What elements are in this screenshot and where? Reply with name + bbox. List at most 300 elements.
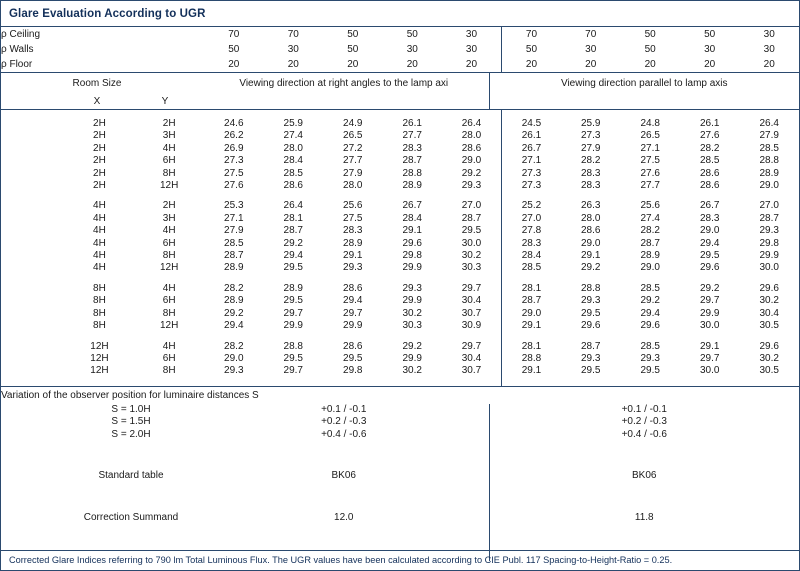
ugr-value: 29.6	[640, 320, 660, 332]
ugr-value: 26.5	[343, 130, 363, 142]
ugr-value: 29.4	[640, 307, 660, 319]
rho-floor-value: 20	[228, 59, 240, 70]
ugr-value: 26.4	[759, 118, 779, 129]
ugr-value: 28.7	[521, 295, 542, 307]
ugr-value: 29.9	[402, 295, 422, 307]
ugr-value: 28.6	[699, 180, 720, 192]
ugr-value: 28.6	[283, 180, 303, 192]
ugr-value: 25.9	[580, 118, 601, 129]
ugr-value: 29.9	[343, 320, 363, 332]
room-size-x: 2H	[93, 167, 106, 179]
ugr-value: 29.9	[402, 352, 422, 364]
column-header-x: X	[93, 96, 101, 107]
room-size-x: 2H	[93, 155, 106, 167]
rho-walls-value: 30	[406, 44, 418, 55]
ugr-value: 26.9	[224, 142, 244, 154]
room-size-y: 8H	[162, 307, 176, 319]
viewing-direction-header	[1, 73, 799, 110]
rho-walls-label: ρ Walls	[1, 44, 34, 55]
ugr-value: 29.0	[580, 237, 601, 249]
table-row	[1, 200, 799, 212]
room-size-x: 4H	[93, 250, 106, 262]
room-size-x: 2H	[93, 130, 106, 142]
ugr-value: 28.6	[343, 340, 363, 352]
room-size-x: 12H	[90, 340, 109, 352]
ugr-value: 29.5	[442, 225, 502, 237]
table-row	[1, 365, 799, 377]
ugr-value: 29.3	[442, 180, 502, 192]
ugr-value: 29.8	[343, 365, 363, 377]
ugr-value: 29.6	[759, 340, 779, 352]
ugr-value: 27.1	[521, 155, 542, 167]
ugr-value: 26.1	[521, 130, 542, 142]
spacing-label: S = 2.0H	[111, 428, 151, 440]
table-row	[1, 213, 799, 225]
rho-walls-value: 30	[585, 44, 597, 55]
room-size-y: 12H	[160, 262, 179, 274]
ugr-value: 28.3	[580, 180, 601, 192]
ugr-value: 29.6	[699, 262, 720, 274]
room-size-y: 2H	[162, 118, 176, 129]
room-size-x: 12H	[90, 365, 109, 377]
rho-floor-value: 20	[287, 59, 299, 70]
viewing-direction-right-angles-label: Viewing direction at right angles to the lamp axi	[199, 73, 489, 95]
ugr-value: 26.1	[402, 118, 422, 129]
room-size-x: 8H	[93, 307, 106, 319]
ugr-value: 29.5	[580, 365, 601, 377]
spacer-row	[1, 110, 799, 118]
ugr-value: 27.3	[521, 180, 542, 192]
table-row	[1, 73, 799, 95]
ugr-value: 29.3	[580, 295, 601, 307]
rho-floor-value: 20	[347, 59, 359, 70]
ugr-value: 28.8	[402, 167, 422, 179]
ugr-value: 28.5	[224, 237, 244, 249]
ugr-value: 30.7	[442, 308, 502, 320]
ugr-value: 28.9	[402, 180, 422, 192]
ugr-value: 28.7	[224, 250, 244, 262]
room-size-y: 6H	[162, 352, 176, 364]
ugr-value: 27.1	[640, 142, 660, 154]
ugr-value: 28.5	[521, 262, 542, 274]
rho-ceiling-value: 70	[287, 29, 299, 40]
ugr-value: 25.6	[343, 200, 363, 212]
ugr-value: 27.9	[343, 167, 363, 179]
room-size-y: 6H	[162, 237, 176, 249]
room-size-y: 8H	[162, 167, 176, 179]
ugr-value: 28.3	[521, 237, 542, 249]
ugr-value: 27.6	[699, 130, 720, 142]
spacer-row	[1, 489, 799, 505]
ugr-value: 28.6	[442, 143, 502, 155]
ugr-value: 30.5	[759, 320, 779, 332]
ugr-value: 29.7	[283, 307, 303, 319]
variation-right-value: +0.2 / -0.3	[621, 416, 667, 428]
ugr-value: 27.7	[402, 130, 422, 142]
ugr-value: 30.2	[402, 365, 422, 377]
standard-table-left-value: BK06	[199, 463, 489, 489]
ugr-value: 30.4	[442, 295, 502, 307]
ugr-value: 27.3	[580, 130, 601, 142]
table-row	[1, 320, 799, 332]
ugr-value: 29.4	[343, 295, 363, 307]
ugr-value: 29.2	[580, 262, 601, 274]
ugr-value: 29.4	[224, 320, 244, 332]
variation-left-value: +0.2 / -0.3	[199, 416, 489, 428]
ugr-value: 27.3	[521, 167, 542, 179]
ugr-value: 29.1	[580, 250, 601, 262]
ugr-value: 27.4	[640, 212, 660, 224]
ugr-value: 26.2	[224, 130, 244, 142]
ugr-value: 29.9	[283, 320, 303, 332]
ugr-value: 29.6	[759, 282, 779, 294]
ugr-value: 29.7	[699, 352, 720, 364]
table-row	[1, 404, 799, 416]
ugr-value: 28.0	[442, 130, 502, 142]
table-row	[1, 180, 799, 192]
room-size-x: 4H	[93, 237, 106, 249]
correction-summand-right-value: 11.8	[634, 511, 654, 523]
ugr-value: 28.5	[640, 340, 660, 352]
ugr-value: 29.6	[580, 320, 601, 332]
ugr-value: 29.8	[402, 250, 422, 262]
ugr-data-table	[1, 110, 799, 387]
room-size-x: 4H	[93, 262, 106, 274]
room-size-y: 3H	[162, 130, 176, 142]
variation-right-value: +0.4 / -0.6	[621, 428, 667, 440]
table-row	[1, 57, 799, 73]
ugr-value: 28.0	[283, 142, 303, 154]
table-row	[1, 505, 799, 531]
ugr-value: 29.8	[759, 237, 779, 249]
ugr-value: 29.5	[699, 250, 720, 262]
correction-summand-left-value: 12.0	[199, 505, 489, 531]
ugr-value: 27.9	[580, 142, 601, 154]
rho-ceiling-label: ρ Ceiling	[1, 29, 41, 40]
ugr-value: 27.0	[759, 200, 779, 212]
rho-floor-value: 20	[406, 59, 418, 70]
ugr-value: 30.3	[442, 262, 502, 274]
ugr-value: 27.3	[224, 155, 244, 167]
table-row	[1, 308, 799, 320]
spacer-row	[1, 192, 799, 200]
room-size-x: 8H	[93, 295, 106, 307]
ugr-value: 24.9	[343, 118, 363, 129]
rho-ceiling-value: 30	[442, 27, 501, 42]
ugr-value: 28.3	[402, 142, 422, 154]
spacing-label: S = 1.5H	[111, 416, 151, 428]
room-size-y: 4H	[162, 142, 176, 154]
rho-ceiling-value: 70	[585, 29, 597, 40]
variation-left-value: +0.4 / -0.6	[199, 429, 489, 441]
ugr-value: 30.4	[442, 353, 502, 365]
table-row	[1, 387, 799, 404]
variation-right-value: +0.1 / -0.1	[621, 403, 667, 415]
ugr-value: 28.7	[402, 155, 422, 167]
ugr-value: 27.5	[224, 167, 244, 179]
page-title: Glare Evaluation According to UGR	[1, 1, 799, 27]
ugr-value: 28.9	[224, 295, 244, 307]
spacer-row	[1, 333, 799, 341]
rho-walls-value: 30	[763, 44, 775, 55]
ugr-value: 29.7	[699, 295, 720, 307]
room-size-y: 4H	[162, 282, 176, 294]
ugr-value: 25.9	[283, 118, 303, 129]
ugr-value: 29.3	[224, 365, 244, 377]
ugr-value: 29.1	[521, 365, 542, 377]
ugr-value: 28.4	[521, 250, 542, 262]
ugr-value: 27.9	[759, 130, 779, 142]
ugr-value: 30.7	[442, 365, 502, 377]
ugr-value: 27.5	[640, 155, 660, 167]
room-size-label: Room Size	[72, 78, 122, 89]
room-size-y: 12H	[160, 180, 179, 192]
ugr-value: 29.5	[580, 307, 601, 319]
ugr-value: 30.2	[759, 295, 779, 307]
reflectance-header-table	[1, 27, 799, 73]
variation-left-value: +0.1 / -0.1	[199, 404, 489, 416]
footer-note: Corrected Glare Indices referring to 790 lm Total Luminous Flux. The UGR values have been calculated according to CIE Publ. 117 Spacing-to-Height-Ratio = 0.25.	[1, 550, 799, 570]
table-row	[1, 341, 799, 353]
ugr-value: 28.5	[699, 155, 720, 167]
room-size-x: 2H	[93, 118, 106, 129]
ugr-value: 27.9	[224, 225, 244, 237]
ugr-value: 28.3	[699, 212, 720, 224]
ugr-value: 28.1	[283, 212, 303, 224]
ugr-value: 26.7	[699, 200, 720, 212]
ugr-value: 29.0	[640, 262, 660, 274]
ugr-value: 28.2	[640, 225, 660, 237]
ugr-value: 28.2	[224, 282, 244, 294]
room-size-y: 8H	[162, 250, 176, 262]
ugr-value: 28.9	[283, 282, 303, 294]
rho-ceiling-value: 70	[525, 29, 538, 40]
ugr-value: 27.1	[224, 212, 244, 224]
ugr-value: 30.0	[699, 365, 720, 377]
ugr-value: 28.9	[640, 250, 660, 262]
room-size-y: 4H	[162, 225, 176, 237]
rho-ceiling-value: 70	[228, 29, 240, 40]
ugr-value: 29.3	[402, 282, 422, 294]
ugr-value: 30.5	[759, 365, 779, 377]
rho-floor-value: 20	[525, 59, 538, 70]
rho-floor-value: 20	[763, 59, 775, 70]
standard-table-label: Standard table	[98, 469, 164, 481]
rho-walls-value: 50	[228, 44, 240, 55]
ugr-value: 28.4	[283, 155, 303, 167]
table-row	[1, 353, 799, 365]
room-size-y: 4H	[162, 340, 176, 352]
ugr-value: 30.4	[759, 307, 779, 319]
ugr-value: 29.5	[283, 262, 303, 274]
spacing-label: S = 1.0H	[111, 403, 151, 415]
ugr-value: 28.3	[343, 225, 363, 237]
ugr-value: 28.7	[640, 237, 660, 249]
ugr-value: 28.0	[343, 180, 363, 192]
ugr-value: 30.2	[402, 307, 422, 319]
ugr-value: 27.7	[640, 180, 660, 192]
ugr-value: 29.7	[442, 283, 502, 295]
table-row	[1, 463, 799, 489]
ugr-value: 29.2	[442, 168, 502, 180]
ugr-value: 28.3	[580, 167, 601, 179]
ugr-value: 26.4	[283, 200, 303, 212]
ugr-value: 29.2	[699, 282, 720, 294]
rho-walls-value: 30	[287, 44, 299, 55]
ugr-value: 28.7	[283, 225, 303, 237]
table-row	[1, 262, 799, 274]
spacer-row	[1, 275, 799, 283]
ugr-value: 29.0	[699, 225, 720, 237]
ugr-value: 26.1	[699, 118, 720, 129]
ugr-value: 28.5	[640, 282, 660, 294]
room-size-x: 8H	[93, 282, 106, 294]
ugr-value: 26.4	[442, 118, 502, 130]
ugr-value: 30.2	[759, 352, 779, 364]
ugr-value: 29.7	[442, 341, 502, 353]
ugr-value: 27.2	[343, 142, 363, 154]
ugr-value: 28.0	[580, 212, 601, 224]
ugr-value: 27.7	[343, 155, 363, 167]
ugr-value: 29.9	[402, 262, 422, 274]
ugr-value: 29.9	[759, 250, 779, 262]
table-row	[1, 168, 799, 180]
spacer-row	[1, 378, 799, 387]
ugr-value: 28.9	[759, 167, 779, 179]
room-size-y: 12H	[160, 320, 179, 332]
ugr-value: 29.7	[283, 365, 303, 377]
ugr-value: 28.6	[699, 167, 720, 179]
ugr-value: 28.6	[580, 225, 601, 237]
ugr-value: 27.8	[521, 225, 542, 237]
table-row	[1, 42, 799, 57]
ugr-value: 26.7	[521, 142, 542, 154]
ugr-value: 25.3	[224, 200, 244, 212]
room-size-x: 8H	[93, 320, 106, 332]
viewing-direction-parallel-label: Viewing direction parallel to lamp axis	[560, 78, 728, 89]
ugr-value: 30.9	[442, 320, 502, 332]
table-row	[1, 27, 799, 42]
ugr-value: 28.2	[699, 142, 720, 154]
table-row	[1, 295, 799, 307]
table-row	[1, 283, 799, 295]
ugr-value: 28.8	[580, 282, 601, 294]
table-row	[1, 130, 799, 142]
rho-walls-value: 30	[442, 42, 501, 57]
ugr-value: 29.5	[343, 352, 363, 364]
ugr-value: 29.0	[759, 180, 779, 192]
rho-floor-value: 20	[644, 59, 656, 70]
rho-ceiling-value: 50	[347, 29, 359, 40]
room-size-y: 2H	[162, 200, 176, 212]
rho-ceiling-value: 50	[406, 29, 418, 40]
ugr-value: 29.5	[283, 295, 303, 307]
room-size-x: 4H	[93, 212, 106, 224]
rho-floor-label: ρ Floor	[1, 59, 33, 70]
ugr-value: 28.7	[442, 213, 502, 225]
rho-floor-value: 20	[442, 57, 501, 73]
ugr-value: 27.6	[224, 180, 244, 192]
room-size-x: 4H	[93, 225, 106, 237]
rho-walls-value: 50	[525, 44, 538, 55]
variation-section	[1, 387, 799, 561]
room-size-x: 12H	[90, 352, 109, 364]
ugr-value: 28.5	[759, 142, 779, 154]
table-row	[1, 143, 799, 155]
ugr-value: 28.8	[759, 155, 779, 167]
table-row	[1, 238, 799, 250]
ugr-value: 28.9	[224, 262, 244, 274]
room-size-y: 6H	[162, 295, 176, 307]
ugr-value: 26.5	[640, 130, 660, 142]
ugr-value: 29.3	[640, 352, 660, 364]
ugr-value: 29.0	[224, 352, 244, 364]
ugr-value: 28.6	[343, 282, 363, 294]
ugr-value: 29.1	[343, 250, 363, 262]
ugr-value: 29.3	[759, 225, 779, 237]
table-row	[1, 95, 799, 110]
ugr-value: 26.7	[402, 200, 422, 212]
ugr-value: 29.1	[699, 340, 720, 352]
ugr-value: 27.5	[343, 212, 363, 224]
ugr-value: 29.3	[343, 262, 363, 274]
rho-ceiling-value: 30	[763, 29, 775, 40]
rho-floor-value: 20	[585, 59, 597, 70]
ugr-value: 27.0	[442, 200, 502, 212]
ugr-value: 29.1	[521, 320, 542, 332]
ugr-value: 30.3	[402, 320, 422, 332]
ugr-value: 29.7	[343, 307, 363, 319]
spacer-row	[1, 441, 799, 463]
ugr-value: 27.6	[640, 167, 660, 179]
variation-label: Variation of the observer position for luminaire distances S	[1, 389, 259, 401]
ugr-value: 24.5	[521, 118, 542, 129]
ugr-value: 29.2	[283, 237, 303, 249]
ugr-value: 28.8	[283, 340, 303, 352]
room-size-x: 4H	[93, 200, 106, 212]
ugr-value: 29.0	[442, 155, 502, 167]
ugr-value: 29.1	[402, 225, 422, 237]
ugr-value: 28.4	[402, 212, 422, 224]
rho-ceiling-value: 50	[644, 29, 656, 40]
ugr-value: 30.0	[759, 262, 779, 274]
ugr-value: 24.6	[224, 118, 244, 129]
table-row	[1, 416, 799, 428]
room-size-y: 6H	[162, 155, 176, 167]
column-header-y: Y	[161, 96, 169, 107]
rho-walls-value: 50	[644, 44, 656, 55]
ugr-value: 24.8	[640, 118, 660, 129]
ugr-value: 29.5	[283, 352, 303, 364]
room-size-y: 8H	[162, 365, 176, 377]
ugr-value: 28.1	[521, 340, 542, 352]
ugr-value: 29.2	[640, 295, 660, 307]
ugr-value: 28.1	[521, 282, 542, 294]
rho-walls-value: 50	[347, 44, 359, 55]
ugr-value: 28.7	[580, 340, 601, 352]
room-size-x: 2H	[93, 180, 106, 192]
ugr-value: 28.8	[521, 352, 542, 364]
ugr-value: 29.5	[640, 365, 660, 377]
ugr-value: 28.2	[224, 340, 244, 352]
table-row	[1, 118, 799, 130]
ugr-value: 25.2	[521, 200, 542, 212]
ugr-value: 29.4	[699, 237, 720, 249]
rho-walls-value: 30	[704, 44, 716, 55]
correction-summand-label: Correction Summand	[83, 511, 179, 523]
ugr-value: 28.5	[283, 167, 303, 179]
ugr-value: 30.0	[699, 320, 720, 332]
